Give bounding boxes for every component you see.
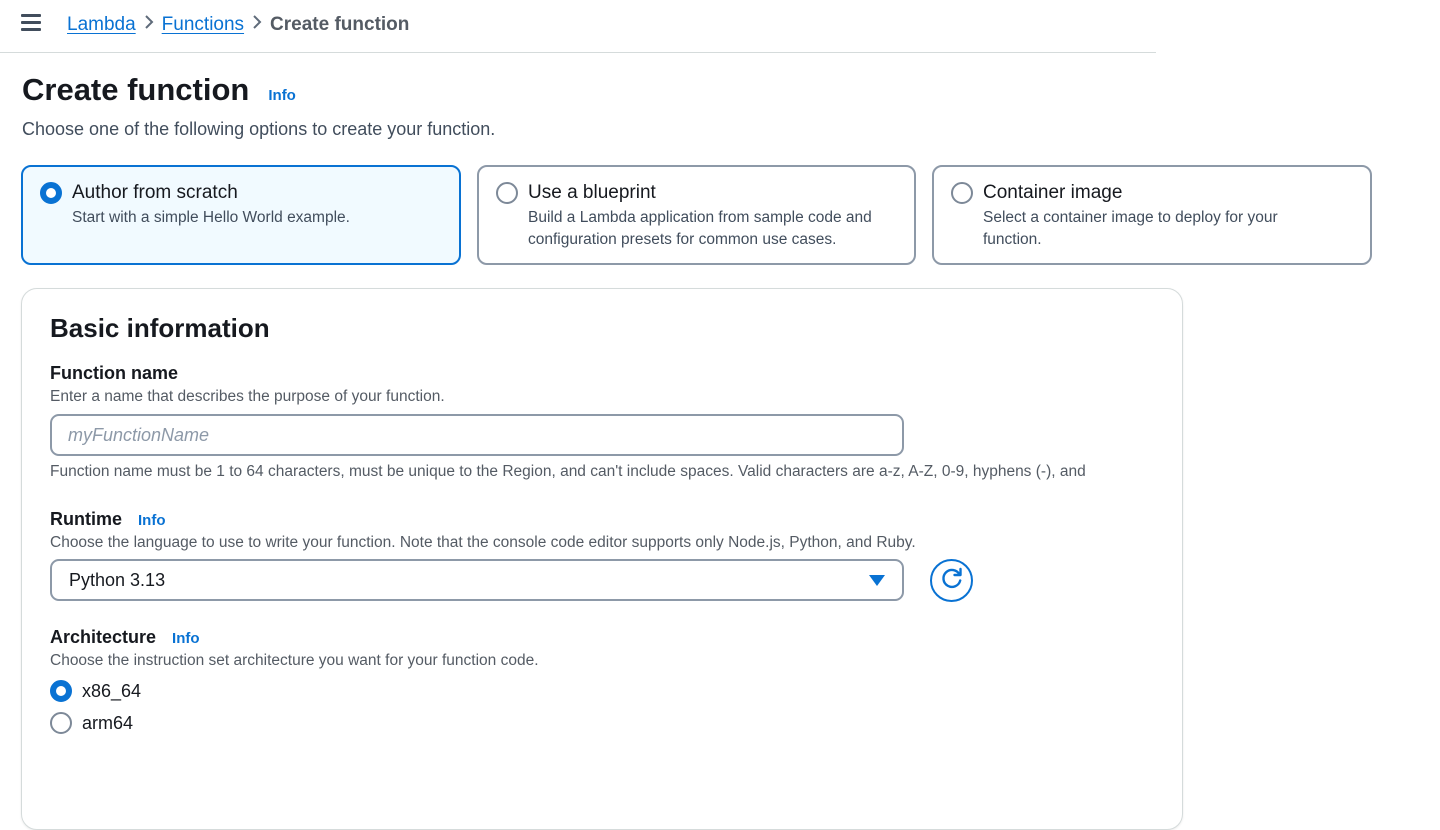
runtime-info-link[interactable]: Info: [138, 512, 166, 529]
runtime-label: [50, 509, 166, 530]
option-description: Build a Lambda application from sample code and configuration presets for common use cases.: [528, 209, 872, 248]
function-name-label: [50, 363, 178, 384]
function-name-input[interactable]: [50, 414, 904, 456]
chevron-right-icon: [136, 13, 162, 36]
architecture-label-text: Architecture: [50, 627, 157, 647]
function-name-description: Enter a name that describes the purpose of your function.: [50, 388, 445, 405]
page-info-link[interactable]: Info: [268, 87, 296, 104]
architecture-radio-arm64[interactable]: [50, 712, 72, 734]
runtime-select[interactable]: [50, 559, 904, 601]
architecture-option-label: x86_64: [82, 680, 142, 701]
breadcrumb-current: Create function: [270, 13, 410, 35]
architecture-option-x86-64[interactable]: [50, 680, 141, 702]
architecture-option-label: arm64: [82, 712, 134, 733]
architecture-info-link[interactable]: Info: [172, 630, 200, 647]
runtime-select-value: Python 3.13: [69, 570, 166, 590]
basic-information-panel: [21, 288, 1183, 830]
architecture-radio-x86-64[interactable]: [50, 680, 72, 702]
option-title: Author from scratch: [72, 182, 238, 203]
option-description: Select a container image to deploy for your function.: [983, 209, 1278, 248]
architecture-description: Choose the instruction set architecture you want for your function code.: [50, 652, 539, 669]
page-title-text: Create function: [22, 72, 250, 107]
option-title: Container image: [983, 182, 1123, 203]
option-use-a-blueprint[interactable]: [477, 165, 916, 265]
caret-down-icon: [869, 575, 885, 586]
page-description: Choose one of the following options to create your function.: [22, 119, 496, 139]
function-name-constraint: Function name must be 1 to 64 characters, must be unique to the Region, and can't include spaces. Valid characters are a-z, A-Z, 0-9, hyphens (-), and: [50, 463, 1086, 480]
architecture-label: [50, 627, 200, 648]
runtime-label-text: Runtime: [50, 509, 122, 529]
breadcrumb-lambda[interactable]: Lambda: [67, 13, 136, 35]
function-name-label-text: Function name: [50, 363, 179, 383]
runtime-description: Choose the language to use to write your function. Note that the console code editor supports only Node.js, Python, and Ruby.: [50, 534, 916, 551]
option-description: Start with a simple Hello World example.: [72, 209, 350, 226]
architecture-option-arm64[interactable]: [50, 712, 133, 734]
page-title: [22, 72, 296, 108]
option-radio-use-a-blueprint[interactable]: [496, 182, 518, 204]
chevron-right-icon: [244, 13, 270, 36]
breadcrumb-functions[interactable]: Functions: [161, 13, 245, 35]
refresh-icon: [939, 565, 965, 596]
breadcrumb: [67, 13, 409, 36]
refresh-runtime-button[interactable]: [930, 559, 973, 602]
option-author-from-scratch[interactable]: [21, 165, 461, 265]
option-container-image[interactable]: [932, 165, 1372, 265]
option-radio-container-image[interactable]: [951, 182, 973, 204]
option-radio-author-from-scratch[interactable]: [40, 182, 62, 204]
section-title: Basic information: [50, 313, 270, 343]
hamburger-menu-icon[interactable]: [21, 14, 41, 32]
top-bar: [0, 0, 1156, 53]
option-title: Use a blueprint: [528, 182, 656, 203]
